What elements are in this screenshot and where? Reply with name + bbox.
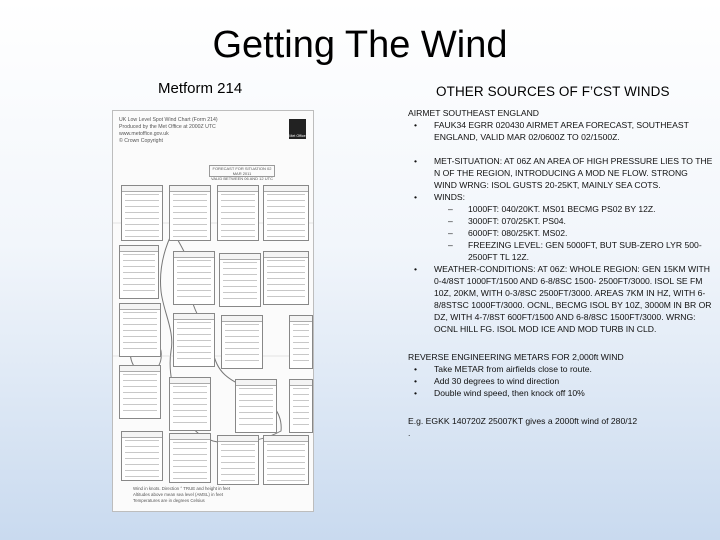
wind-box bbox=[263, 185, 309, 241]
wind-level-item bbox=[408, 227, 713, 239]
footer-line: Temperatures are in degrees Celsius bbox=[133, 498, 205, 503]
bullet-icon: • bbox=[414, 364, 418, 374]
wind-box bbox=[289, 379, 313, 433]
slide-title: Getting The Wind bbox=[212, 24, 508, 66]
dash-icon: – bbox=[448, 228, 453, 238]
bullet-item bbox=[408, 263, 713, 335]
wind-box bbox=[263, 435, 309, 485]
dash-icon: – bbox=[448, 216, 453, 226]
freezing-level-text: FREEZING LEVEL: GEN 5000FT, BUT SUB-ZERO LYR 500-2500FT TL 12Z. bbox=[468, 240, 702, 262]
wind-box bbox=[119, 365, 161, 419]
airmet-header-text: FAUK34 EGRR 020430 AIRMET AREA FORECAST, SOUTHEAST ENGLAND, VALID MAR 02/0600Z TO 02/1500Z. bbox=[434, 120, 689, 142]
footer-line: Wind in knots. Direction ° TRUE and height in feet bbox=[133, 486, 231, 491]
chart-header-line: © Crown Copyright bbox=[119, 138, 163, 144]
bullet-item bbox=[408, 155, 713, 191]
airmet-heading: AIRMET SOUTHEAST ENGLAND bbox=[408, 108, 539, 118]
wind-box bbox=[221, 315, 263, 369]
wind-box bbox=[169, 185, 211, 241]
validity-line: VALID BETWEEN 06 AND 12 UTC bbox=[211, 176, 273, 181]
bullet-item bbox=[408, 191, 713, 203]
chart-header-line: UK Low Level Spot Wind Chart (Form 214) bbox=[119, 117, 218, 123]
wind-box bbox=[173, 251, 215, 305]
wind-box bbox=[219, 253, 261, 307]
example-text: E.g. EGKK 140720Z 25007KT gives a 2000ft wind of 280/12 bbox=[408, 416, 638, 426]
validity-line: FORECAST FOR SITUATION 02 MAR 2011 bbox=[212, 166, 272, 176]
wind-box bbox=[217, 185, 259, 241]
trailing-dot: . bbox=[408, 428, 411, 438]
wind-box bbox=[169, 433, 211, 483]
bullet-item bbox=[408, 119, 713, 143]
wind-box bbox=[235, 379, 277, 433]
wind-level-text: 6000FT: 080/25KT. MS02. bbox=[468, 228, 568, 238]
wind-level-text: 1000FT: 040/20KT. MS01 BECMG PS02 BY 12Z. bbox=[468, 204, 656, 214]
dash-icon: – bbox=[448, 240, 453, 250]
other-sources-subtitle: OTHER SOURCES OF F’CST WINDS bbox=[436, 84, 670, 99]
bullet-icon: • bbox=[414, 120, 418, 130]
wind-level-item bbox=[408, 239, 713, 263]
bullet-icon: • bbox=[414, 376, 418, 386]
metform-214-chart-image bbox=[112, 110, 314, 512]
chart-header-line: www.metoffice.gov.uk bbox=[119, 131, 169, 137]
wind-box bbox=[173, 313, 215, 367]
met-situation-text: MET-SITUATION: AT 06Z AN AREA OF HIGH PRESSURE LIES TO THE N OF THE REGION, INTRODUCING A MOD NE FLOW. STRONG WIND WRNG: ISOL GUSTS 20-25KT, MAINLY SEA COTS. bbox=[434, 156, 713, 190]
wind-level-item bbox=[408, 215, 713, 227]
wind-level-text: 3000FT: 070/25KT. PS04. bbox=[468, 216, 566, 226]
wind-box bbox=[119, 245, 159, 299]
metform-subtitle: Metform 214 bbox=[158, 80, 243, 97]
wind-box bbox=[217, 435, 259, 485]
bullet-icon: • bbox=[414, 156, 418, 166]
wind-box bbox=[263, 251, 309, 305]
footer-line: Altitudes above mean sea level (AMSL) in feet bbox=[133, 492, 224, 497]
winds-label: WINDS: bbox=[434, 192, 466, 202]
wind-box bbox=[289, 315, 313, 369]
wind-box bbox=[119, 303, 161, 357]
wind-box bbox=[121, 431, 163, 481]
weather-conditions-text: WEATHER-CONDITIONS: AT 06Z: WHOLE REGION: GEN 15KM WITH 0-4/8ST 1000FT/1500 AND 6-8/8SC 1500- 2500FT/3000. ISOL SE FM 10Z, 20KM, WITH 0-3/8SC 2500FT/3000. AREAS 7KM IN HZ, WITH 6-8/8STSC 1000FT/3000. OCNL, BECMG ISOL BY 10Z, 3000M IN BR OR DZ, WITH 4-7/8ST 600FT/1500 AND 6-8/8SC 1500FT/3000. WRNG: OCNL HILL FG. ISOL MOD ICE AND MOD TURB IN CLD. bbox=[434, 264, 712, 334]
reverse-step: Take METAR from airfields close to route. bbox=[434, 364, 592, 374]
chart-header-line: Produced by the Met Office at 2000Z UTC bbox=[119, 124, 216, 130]
bullet-icon: • bbox=[414, 192, 418, 202]
reverse-heading: REVERSE ENGINEERING METARS FOR 2,000ft WIND bbox=[408, 352, 624, 362]
logo-text: Met Office bbox=[289, 134, 306, 138]
bullet-item bbox=[408, 387, 713, 399]
bullet-item bbox=[408, 375, 713, 387]
bullet-item bbox=[408, 363, 713, 375]
wind-box bbox=[169, 377, 211, 431]
bullet-icon: • bbox=[414, 388, 418, 398]
dash-icon: – bbox=[448, 204, 453, 214]
wind-sources-text bbox=[408, 107, 713, 439]
wind-level-item bbox=[408, 203, 713, 215]
bullet-icon: • bbox=[414, 264, 418, 274]
wind-box bbox=[121, 185, 163, 241]
reverse-step: Double wind speed, then knock off 10% bbox=[434, 388, 585, 398]
reverse-step: Add 30 degrees to wind direction bbox=[434, 376, 560, 386]
chart-footer bbox=[133, 486, 303, 504]
